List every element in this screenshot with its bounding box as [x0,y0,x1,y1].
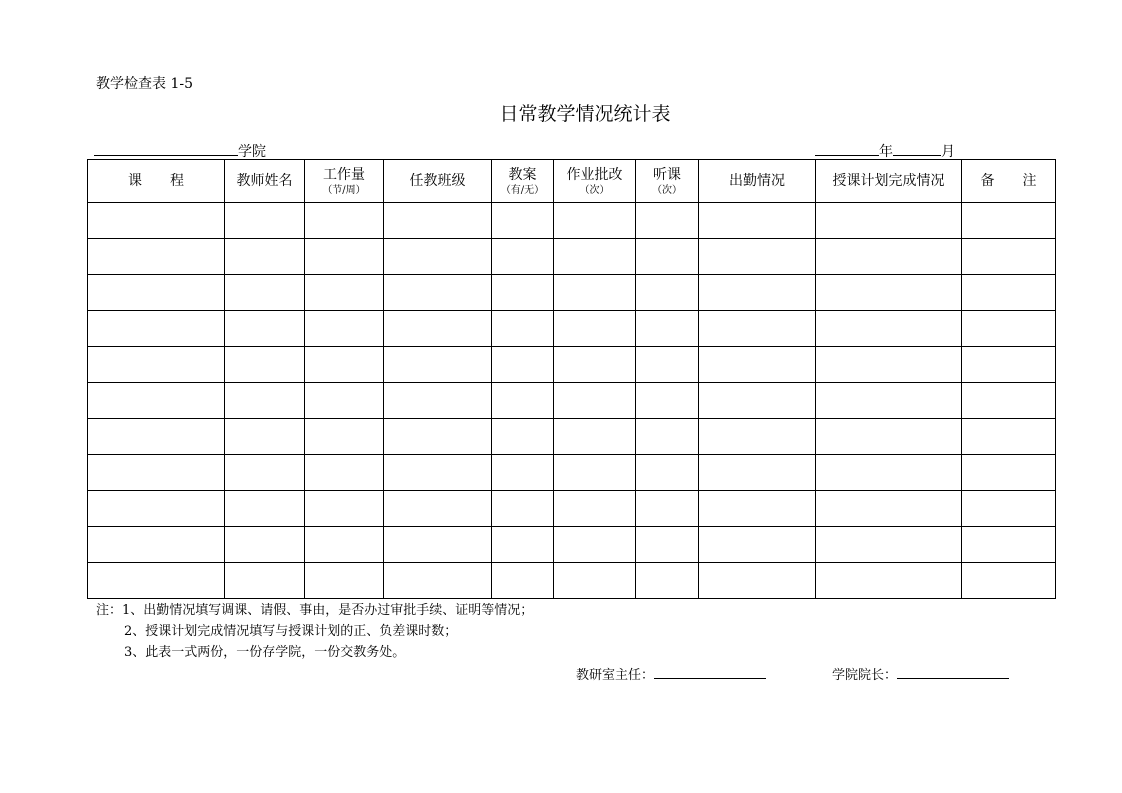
table-cell[interactable] [492,203,554,239]
table-cell[interactable] [492,563,554,599]
document-code: 教学检查表 1-5 [96,76,193,92]
table-cell[interactable] [225,419,305,455]
table-cell[interactable] [492,527,554,563]
table-row [88,455,1056,491]
table-cell[interactable] [305,311,384,347]
table-cell[interactable] [699,455,816,491]
table-cell[interactable] [305,275,384,311]
table-cell[interactable] [636,563,699,599]
table-cell[interactable] [636,275,699,311]
table-cell[interactable] [816,419,962,455]
table-cell[interactable] [699,275,816,311]
year-blank[interactable] [815,140,879,156]
table-cell[interactable] [225,455,305,491]
table-row [88,419,1056,455]
college-blank[interactable] [94,140,238,156]
table-cell[interactable] [636,203,699,239]
table-cell[interactable] [225,527,305,563]
table-cell[interactable] [384,563,492,599]
table-cell[interactable] [554,275,636,311]
table-cell[interactable] [816,203,962,239]
table-cell[interactable] [962,527,1056,563]
table-cell[interactable] [962,347,1056,383]
table-cell[interactable] [225,347,305,383]
header-observation: 听课 （次） [636,160,699,203]
table-cell[interactable] [816,275,962,311]
table-cell[interactable] [88,383,225,419]
table-cell[interactable] [816,455,962,491]
header-row [88,160,1056,203]
table-cell[interactable] [384,311,492,347]
table-cell[interactable] [305,527,384,563]
header-remarks: 备 注 [962,160,1056,203]
table-cell[interactable] [305,563,384,599]
table-cell[interactable] [88,527,225,563]
dean-signature [832,664,1009,683]
table-cell[interactable] [88,563,225,599]
dean-blank[interactable] [897,664,1009,679]
table-cell[interactable] [962,563,1056,599]
table-cell[interactable] [88,275,225,311]
table-body [88,203,1056,599]
table-cell[interactable] [962,275,1056,311]
table-cell[interactable] [699,419,816,455]
table-cell[interactable] [492,419,554,455]
table-cell[interactable] [554,239,636,275]
table-cell[interactable] [554,383,636,419]
office-head-label: 教研室主任： [576,668,655,683]
table-cell[interactable] [699,239,816,275]
table-cell[interactable] [816,311,962,347]
table-cell[interactable] [225,203,305,239]
table-cell[interactable] [225,491,305,527]
table-cell[interactable] [699,311,816,347]
table-cell[interactable] [699,203,816,239]
table-cell[interactable] [384,383,492,419]
table-cell[interactable] [305,383,384,419]
table-cell[interactable] [699,527,816,563]
table-cell[interactable] [492,347,554,383]
table-cell[interactable] [492,455,554,491]
table-cell[interactable] [962,455,1056,491]
header-course: 课 程 [88,160,225,203]
table-cell[interactable] [225,239,305,275]
table-cell[interactable] [554,527,636,563]
table-cell[interactable] [305,347,384,383]
table-cell[interactable] [88,311,225,347]
table-cell[interactable] [554,455,636,491]
table-cell[interactable] [305,239,384,275]
college-label: 学院 [238,144,266,160]
table-cell[interactable] [225,383,305,419]
table-cell[interactable] [699,347,816,383]
header-workload: 工作量 （节/周） [305,160,384,203]
table-row [88,275,1056,311]
table-cell[interactable] [492,311,554,347]
table-cell[interactable] [636,455,699,491]
table-cell[interactable] [88,239,225,275]
note-line-1: 注：1、出勤情况填写调课、请假、事由，是否办过审批手续、证明等情况； [96,603,534,618]
table-cell[interactable] [699,383,816,419]
table-cell[interactable] [554,419,636,455]
note-line-3: 3、此表一式两份，一份存学院，一份交教务处。 [124,645,406,660]
table-cell[interactable] [225,563,305,599]
year-label: 年 [879,144,893,160]
table-cell[interactable] [384,275,492,311]
table-cell[interactable] [636,527,699,563]
table-cell[interactable] [384,419,492,455]
table-cell[interactable] [492,491,554,527]
header-attendance: 出勤情况 [699,160,816,203]
table-cell[interactable] [962,419,1056,455]
table-cell[interactable] [554,563,636,599]
table-cell[interactable] [88,203,225,239]
table-cell[interactable] [88,347,225,383]
table-cell[interactable] [384,239,492,275]
table-row [88,563,1056,599]
table-cell[interactable] [816,239,962,275]
dean-label: 学院院长： [832,668,898,683]
table-row [88,203,1056,239]
month-label: 月 [941,144,955,160]
date-field [815,140,955,161]
header-class: 任教班级 [384,160,492,203]
statistics-table [87,159,1056,599]
note-line-2: 2、授课计划完成情况填写与授课计划的正、负差课时数； [124,624,458,639]
notes [96,600,533,663]
header-plan-completion: 授课计划完成情况 [816,160,962,203]
table-row [88,527,1056,563]
table-cell[interactable] [384,491,492,527]
table-cell[interactable] [816,563,962,599]
header-teacher-name: 教师姓名 [225,160,305,203]
month-blank[interactable] [893,140,941,156]
table-cell[interactable] [305,455,384,491]
table-cell[interactable] [636,383,699,419]
table-cell[interactable] [554,311,636,347]
table-row [88,491,1056,527]
table-cell[interactable] [636,419,699,455]
table-cell[interactable] [962,311,1056,347]
table-cell[interactable] [816,491,962,527]
table-cell[interactable] [699,491,816,527]
header-homework-grading: 作业批改 （次） [554,160,636,203]
table-cell[interactable] [384,527,492,563]
table-cell[interactable] [816,527,962,563]
table-cell[interactable] [88,455,225,491]
table-cell[interactable] [384,455,492,491]
table-cell[interactable] [225,275,305,311]
table-cell[interactable] [962,239,1056,275]
table-cell[interactable] [699,563,816,599]
table-row [88,383,1056,419]
table-cell[interactable] [636,347,699,383]
table-cell[interactable] [962,491,1056,527]
table-cell[interactable] [305,203,384,239]
table-cell[interactable] [492,239,554,275]
table-cell[interactable] [384,203,492,239]
college-field [94,140,266,161]
table-row [88,239,1056,275]
table-cell[interactable] [554,347,636,383]
table-cell[interactable] [225,311,305,347]
table-cell[interactable] [305,491,384,527]
table-cell[interactable] [962,383,1056,419]
header-lesson-plan: 教案 （有/无） [492,160,554,203]
table-cell[interactable] [88,419,225,455]
office-head-signature [576,664,766,683]
table-cell[interactable] [305,419,384,455]
table-cell[interactable] [636,491,699,527]
table-row [88,347,1056,383]
table-cell[interactable] [88,491,225,527]
office-head-blank[interactable] [654,664,766,679]
table-cell[interactable] [962,203,1056,239]
table-row [88,311,1056,347]
table-cell[interactable] [554,491,636,527]
table-cell[interactable] [816,347,962,383]
table-cell[interactable] [636,311,699,347]
table-cell[interactable] [636,239,699,275]
table-cell[interactable] [492,383,554,419]
document-title: 日常教学情况统计表 [499,103,671,125]
table-cell[interactable] [554,203,636,239]
table-cell[interactable] [816,383,962,419]
table-cell[interactable] [492,275,554,311]
table-cell[interactable] [384,347,492,383]
